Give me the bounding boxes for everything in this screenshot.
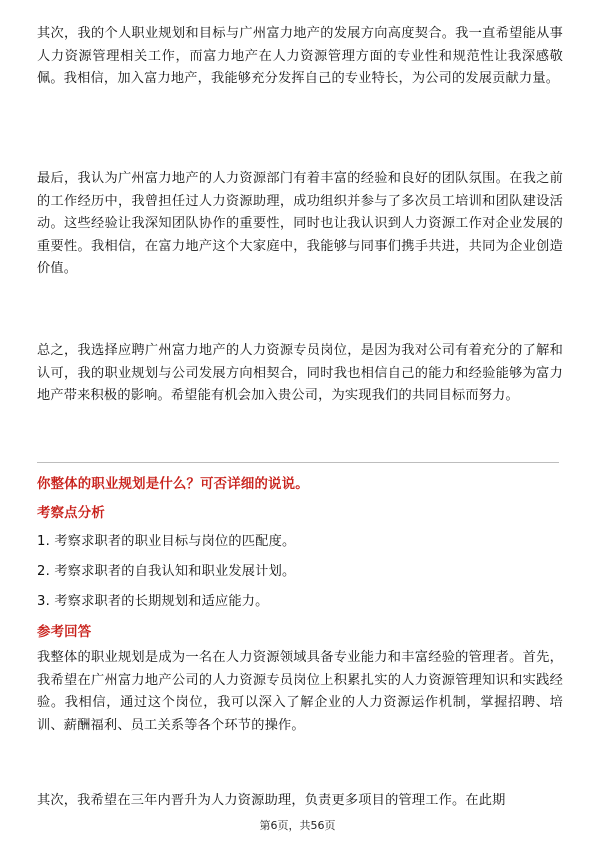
- interview-question: 你整体的职业规划是什么？可否详细的说说。: [37, 477, 309, 492]
- body-paragraph: 最后，我认为广州富力地产的人力资源部门有着丰富的经验和良好的团队氛围。在我之前的工作经历中，我曾担任过人力资源助理，成功组织并参与了多次员工培训和团队建设活动。这些经验让我深知团队协作的重要性，同时也让我认识到人力资源工作对企业发展的重要性。我相信，在富力地产这个大家庭中，我能够与同事们携手共进，共同为企业创造价值。: [37, 171, 563, 276]
- analysis-point: 1. 考察求职者的职业目标与岗位的匹配度。: [37, 534, 296, 549]
- page-number: 第6页，共56页: [259, 819, 336, 832]
- body-paragraph: 其次，我的个人职业规划和目标与广州富力地产的发展方向高度契合。我一直希望能从事人力资源管理相关工作，而富力地产在人力资源管理方面的专业性和规范性让我深感敬佩。我相信，加入富力地产，我能够充分发挥自己的专业特长，为公司的发展贡献力量。: [37, 26, 563, 86]
- answer-paragraph: 其次，我希望在三年内晋升为人力资源助理，负责更多项目的管理工作。在此期: [37, 793, 506, 808]
- analysis-point: 2. 考察求职者的自我认知和职业发展计划。: [37, 564, 296, 579]
- analysis-point: 3. 考察求职者的长期规划和适应能力。: [37, 594, 269, 609]
- section-divider: [37, 462, 559, 463]
- analysis-heading: 考察点分析: [37, 506, 105, 521]
- answer-paragraph: 我整体的职业规划是成为一名在人力资源领域具备专业能力和丰富经验的管理者。首先，我希望在广州富力地产公司的人力资源专员岗位上积累扎实的人力资源管理知识和实践经验。我相信，通过这个岗位，我可以深入了解企业的人力资源运作机制，掌握招聘、培训、薪酬福利、员工关系等各个环节的操作。: [37, 650, 563, 733]
- answer-heading: 参考回答: [37, 625, 92, 640]
- body-paragraph: 总之，我选择应聘广州富力地产的人力资源专员岗位，是因为我对公司有着充分的了解和认可，我的职业规划与公司发展方向相契合，同时我也相信自己的能力和经验能够为富力地产带来积极的影响。希望能有机会加入贵公司，为实现我们的共同目标而努力。: [37, 343, 563, 403]
